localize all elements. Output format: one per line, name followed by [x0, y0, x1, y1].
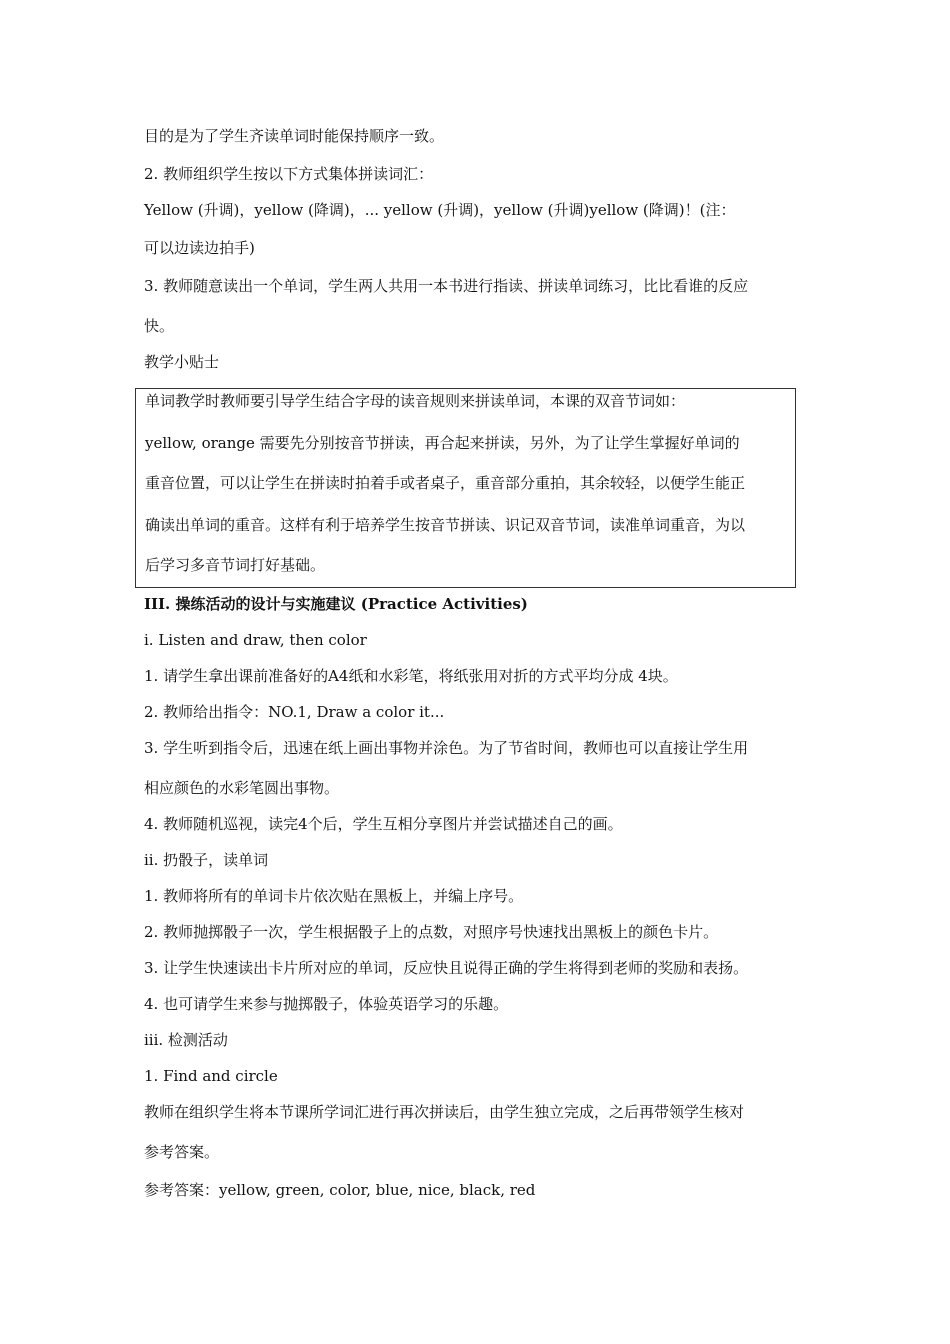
- text-line: 2. 教师抛掷骰子一次，学生根据骰子上的点数，对照序号快速找出黑板上的颜色卡片。: [144, 923, 719, 941]
- text-line: 相应颜色的水彩笔圆出事物。: [144, 779, 340, 797]
- text-line: 2. 教师给出指令：NO.1, Draw a color it...: [144, 703, 445, 721]
- tip-heading: 教学小贴士: [144, 353, 220, 371]
- text-line: 1. Find and circle: [144, 1067, 278, 1085]
- tip-line: 确读出单词的重音。这样有利于培养学生按音节拼读、识记双音节词，读准单词重音，为以: [145, 516, 746, 534]
- text-line: 参考答案：yellow, green, color, blue, nice, black, red: [144, 1181, 536, 1199]
- text-line: 可以边读边拍手): [144, 239, 255, 257]
- tip-line: 后学习多音节词打好基础。: [145, 556, 326, 574]
- tip-line: 重音位置，可以让学生在拼读时拍着手或者桌子，重音部分重拍，其余较轻，以便学生能正: [145, 474, 746, 492]
- text-line: 3. 让学生快速读出卡片所对应的单词，反应快且说得正确的学生将得到老师的奖励和表扬。: [144, 959, 749, 977]
- text-line: 1. 请学生拿出课前准备好的A4纸和水彩笔，将纸张用对折的方式平均分成 4块。: [144, 667, 678, 685]
- teaching-tip-box: [135, 388, 796, 588]
- text-line: i. Listen and draw, then color: [144, 631, 367, 649]
- text-line: iii. 检测活动: [144, 1031, 228, 1049]
- text-line: 快。: [144, 317, 175, 335]
- tip-line: yellow, orange 需要先分别按音节拼读，再合起来拼读，另外，为了让学生掌握好单词的: [145, 434, 740, 452]
- text-line: 3. 教师随意读出一个单词，学生两人共用一本书进行指读、拼读单词练习，比比看谁的反应: [144, 277, 749, 295]
- tip-line: 单词教学时教师要引导学生结合字母的读音规则来拼读单词，本课的双音节词如：: [145, 392, 686, 410]
- text-line: 3. 学生听到指令后，迅速在纸上画出事物并涂色。为了节省时间，教师也可以直接让学生用: [144, 739, 749, 757]
- text-line: 教师在组织学生将本节课所学词汇进行再次拼读后，由学生独立完成，之后再带领学生核对: [144, 1103, 745, 1121]
- text-line: 1. 教师将所有的单词卡片依次贴在黑板上，并编上序号。: [144, 887, 524, 905]
- text-line: ii. 扔骰子，读单词: [144, 851, 269, 869]
- text-line: 2. 教师组织学生按以下方式集体拼读词汇：: [144, 165, 434, 183]
- section-heading: III. 操练活动的设计与实施建议 (Practice Activities): [144, 595, 528, 613]
- text-line: 4. 也可请学生来参与抛掷骰子，体验英语学习的乐趣。: [144, 995, 509, 1013]
- text-line: 4. 教师随机巡视，读完4个后，学生互相分享图片并尝试描述自己的画。: [144, 815, 623, 833]
- text-line: 目的是为了学生齐读单词时能保持顺序一致。: [144, 127, 445, 145]
- text-line: Yellow (升调)，yellow (降调)，... yellow (升调)，yellow (升调)yellow (降调)！(注：: [144, 201, 736, 219]
- text-line: 参考答案。: [144, 1143, 220, 1161]
